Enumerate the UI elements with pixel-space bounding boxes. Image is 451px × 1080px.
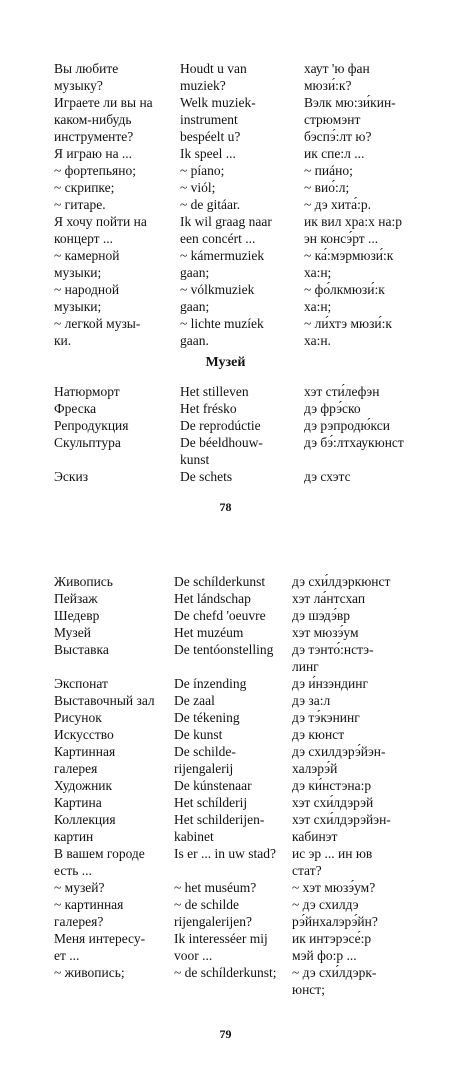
transcription: ~ вио́:л;	[304, 180, 350, 195]
russian-phrase: Играете ли вы на каком-нибудь инструменте?	[54, 95, 153, 144]
dutch-phrase: ~ de gitáar.	[180, 197, 241, 212]
transcription: ик спе:л ...	[304, 146, 365, 161]
dutch-phrase: De tentóonstelling	[174, 642, 274, 657]
dutch-phrase: De tékening	[174, 710, 240, 725]
russian-phrase: Искусство	[54, 727, 114, 742]
phrase-row	[0, 692, 451, 709]
phrase-row	[0, 281, 451, 315]
phrase-row	[0, 162, 451, 179]
dutch-phrase: ~ de schilde rijengalerijen?	[174, 897, 252, 929]
phrase-row	[0, 315, 451, 349]
dutch-phrase: Het stilleven	[180, 384, 249, 399]
dutch-phrase: De ínzending	[174, 676, 247, 691]
dutch-phrase: Houdt u van muziek?	[180, 61, 247, 93]
dutch-phrase: Het schílderij	[174, 795, 248, 810]
dutch-phrase: De schílderkunst	[174, 574, 266, 589]
phrase-row	[0, 811, 451, 845]
transcription: дэ кюнст	[292, 727, 345, 742]
page-79	[0, 530, 451, 1080]
dutch-phrase: ~ viól;	[180, 180, 216, 195]
dutch-phrase: ~ píano;	[180, 163, 225, 178]
dutch-phrase: Het muzéum	[174, 625, 244, 640]
russian-phrase: Коллекция картин	[54, 812, 116, 844]
dutch-phrase: Is er ... in uw stad?	[174, 846, 276, 861]
russian-phrase: Меня интересу- ет ...	[54, 931, 146, 963]
page-78	[0, 0, 451, 530]
russian-phrase: Шедевр	[54, 608, 100, 623]
dutch-phrase: De reprodúctie	[180, 418, 261, 433]
russian-phrase: Выставочный зал	[54, 693, 155, 708]
phrase-row	[0, 590, 451, 607]
transcription: дэ и́нзэндинг	[292, 676, 369, 691]
russian-phrase: Экспонат	[54, 676, 108, 691]
transcription: ик вил хра:х на:р эн консэ́рт ...	[304, 214, 402, 246]
transcription: ~ дэ схи́лдэрк- юнст;	[292, 965, 377, 997]
transcription: хаут 'ю фан мюзи́:к?	[304, 61, 370, 93]
transcription: хэт схи́лдэрэй	[292, 795, 374, 810]
transcription: дэ фрэ́ско	[304, 401, 361, 416]
russian-phrase: ~ музей?	[54, 880, 105, 895]
russian-phrase: ~ народной музыки;	[54, 282, 120, 314]
transcription: хэт схи́лдэрэйэн- кабинэт	[292, 812, 391, 844]
phrase-row	[0, 400, 451, 417]
russian-phrase: Картина	[54, 795, 102, 810]
phrase-row	[0, 743, 451, 777]
russian-phrase: ~ картинная галерея?	[54, 897, 124, 929]
dutch-phrase: ~ vólkmuziek gaan;	[180, 282, 255, 314]
russian-phrase: Картинная галерея	[54, 744, 116, 776]
russian-phrase: Скульптура	[54, 435, 121, 450]
dutch-phrase: Het schilderijen- kabinet	[174, 812, 265, 844]
transcription: дэ ки́нстэна:р	[292, 778, 372, 793]
dutch-phrase: Ik speel ...	[180, 146, 236, 161]
russian-phrase: Музей	[54, 625, 91, 640]
dutch-phrase: De béeldhouw- kunst	[180, 435, 263, 467]
russian-phrase: ~ гитаре.	[54, 197, 106, 212]
russian-phrase: Художник	[54, 778, 113, 793]
russian-phrase: Выставка	[54, 642, 109, 657]
russian-phrase: Фреска	[54, 401, 97, 416]
transcription: ~ ка́:мэрмюзи́:к ха:н;	[304, 248, 394, 280]
russian-phrase: Живопись	[54, 574, 113, 589]
dutch-phrase: Ik wil graag naar een concért ...	[180, 214, 272, 246]
phrase-row	[0, 777, 451, 794]
dutch-phrase: De kúnstenaar	[174, 778, 252, 793]
phrase-row	[0, 434, 451, 468]
dutch-phrase: ~ het muséum?	[174, 880, 257, 895]
transcription: дэ схи́лдэркюнст	[292, 574, 391, 589]
phrase-row	[0, 196, 451, 213]
transcription: дэ рэпродю́кси	[304, 418, 390, 433]
dutch-phrase: Welk muziek- instrument bespéelt u?	[180, 95, 256, 144]
dutch-phrase: ~ lichte muzíek gaan.	[180, 316, 264, 348]
transcription: Вэлк мю:зи́кин- стрюмэнт бэспэ́:лт ю?	[304, 95, 396, 144]
transcription: ис эр ... ин юв стат?	[292, 846, 373, 878]
phrase-table-art	[0, 573, 451, 998]
transcription: хэт ла́нтсхап	[292, 591, 366, 606]
dutch-phrase: De schilde- rijengalerij	[174, 744, 236, 776]
phrase-row	[0, 709, 451, 726]
phrase-row	[0, 417, 451, 434]
transcription: дэ бэ́:лтхаукюнст	[304, 435, 404, 450]
transcription: дэ тэ́кэнинг	[292, 710, 360, 725]
dutch-phrase: ~ kámermuziek gaan;	[180, 248, 265, 280]
russian-phrase: ~ камерной музыки;	[54, 248, 120, 280]
section-heading-museum: Музей	[205, 355, 246, 370]
transcription: ~ ли́хтэ мюзи́:к ха:н.	[304, 316, 392, 348]
dutch-phrase: De zaal	[174, 693, 215, 708]
page-number: 79	[219, 1027, 232, 1041]
phrase-row	[0, 607, 451, 624]
phrase-row	[0, 213, 451, 247]
phrase-row	[0, 624, 451, 641]
transcription: дэ шэдэ́вр	[292, 608, 350, 623]
transcription: хэт мюзэ́ум	[292, 625, 359, 640]
russian-phrase: ~ скрипке;	[54, 180, 115, 195]
page-number: 78	[219, 500, 232, 514]
phrase-row	[0, 964, 451, 998]
phrase-row	[0, 726, 451, 743]
dutch-phrase: De schets	[180, 469, 233, 484]
russian-phrase: Я хочу пойти на концерт ...	[54, 214, 147, 246]
russian-phrase: ~ легкой музы- ки.	[54, 316, 141, 348]
transcription: хэт сти́лефэн	[304, 384, 380, 399]
phrase-row	[0, 879, 451, 896]
phrase-table-museum	[0, 383, 451, 485]
phrase-row	[0, 896, 451, 930]
russian-phrase: ~ фортепьяно;	[54, 163, 136, 178]
phrase-row	[0, 794, 451, 811]
phrase-row	[0, 60, 451, 94]
phrase-row	[0, 468, 451, 485]
transcription: дэ за:л	[292, 693, 331, 708]
russian-phrase: Вы любите музыку?	[54, 61, 119, 93]
phrase-row	[0, 573, 451, 590]
phrase-row	[0, 845, 451, 879]
dutch-phrase: Het frésko	[180, 401, 237, 416]
dutch-phrase: De kunst	[174, 727, 223, 742]
russian-phrase: Натюрморт	[54, 384, 120, 399]
transcription: ~ хэт мюзэ́ум?	[292, 880, 376, 895]
russian-phrase: ~ живопись;	[54, 965, 125, 980]
phrase-row	[0, 247, 451, 281]
dutch-phrase: ~ de schílderkunst;	[174, 965, 277, 980]
phrase-row	[0, 641, 451, 675]
phrase-row	[0, 145, 451, 162]
transcription: дэ схилдэрэ́йэн- халэрэ́й	[292, 744, 386, 776]
transcription: дэ схэтс	[304, 469, 351, 484]
phrase-table-music	[0, 60, 451, 349]
phrase-row	[0, 383, 451, 400]
russian-phrase: Рисунок	[54, 710, 102, 725]
phrase-row	[0, 94, 451, 145]
dutch-phrase: De chefd 'oeuvre	[174, 608, 266, 623]
transcription: ~ дэ хита́:р.	[304, 197, 371, 212]
russian-phrase: В вашем городе есть ...	[54, 846, 145, 878]
phrase-row	[0, 930, 451, 964]
phrase-row	[0, 179, 451, 196]
dutch-phrase: Ik interesséer mij voor ...	[174, 931, 268, 963]
russian-phrase: Пейзаж	[54, 591, 98, 606]
transcription: ~ фо́лкмюзи́:к ха:н;	[304, 282, 385, 314]
russian-phrase: Репродукция	[54, 418, 129, 433]
transcription: дэ тэнто́:нстэ- линг	[292, 642, 374, 674]
dutch-phrase: Het lándschap	[174, 591, 251, 606]
phrase-row	[0, 675, 451, 692]
transcription: ~ пиáно;	[304, 163, 353, 178]
russian-phrase: Я играю на ...	[54, 146, 133, 161]
transcription: ик интэрэсе́:р мэй фо:р ...	[292, 931, 372, 963]
transcription: ~ дэ схилдэ рэ́йнхалэрэ́йн?	[292, 897, 378, 929]
russian-phrase: Эскиз	[54, 469, 89, 484]
